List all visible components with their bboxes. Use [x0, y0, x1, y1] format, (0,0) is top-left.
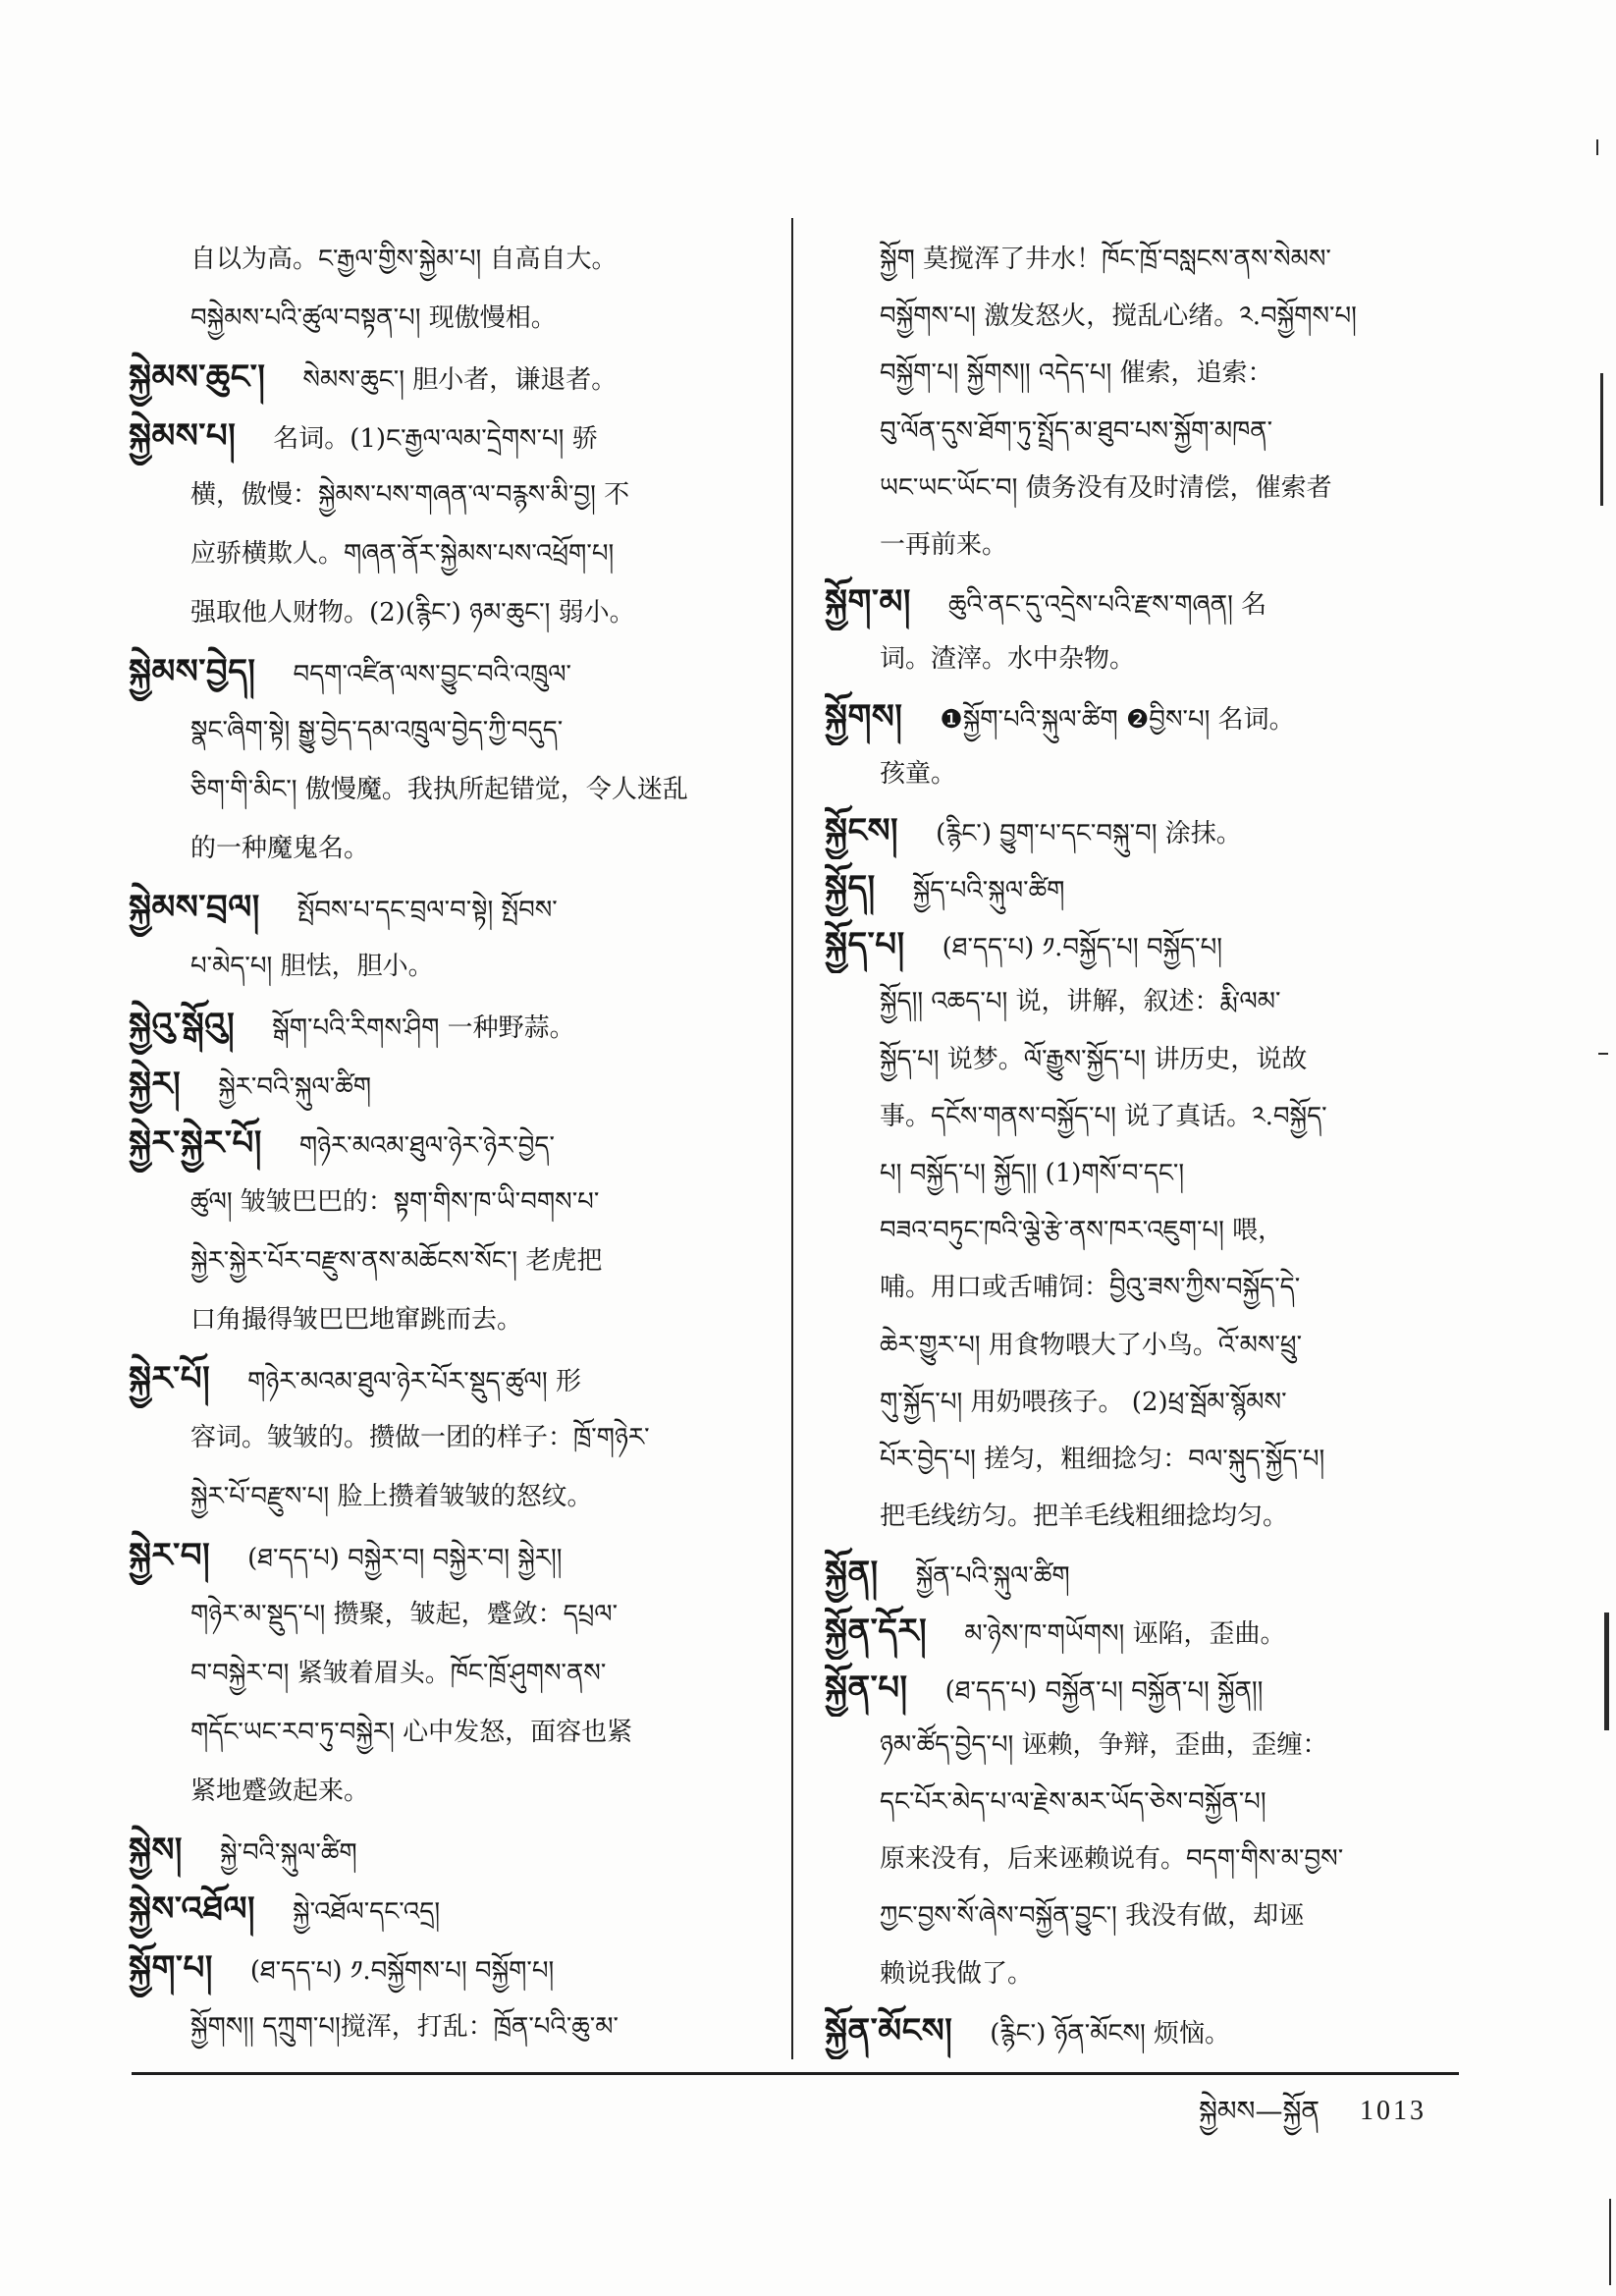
dictionary-entry [129, 1526, 767, 1821]
headword: སྐྱེས། [129, 1831, 183, 1870]
entry-line [825, 1887, 1463, 1944]
scan-artifact [1609, 2199, 1611, 2285]
definition-text: པོར་བྱེད་པ། 搓匀，粗细捻匀：བལ་སྐུད་སྐྱོད་པ། [880, 1444, 1325, 1474]
right-column [825, 231, 1463, 2059]
dictionary-entry [825, 802, 1463, 859]
definition-text: ཡང་ཡང་ཡོང་བ། 债务没有及时清偿，催索者 [880, 472, 1332, 503]
definition-text: ❶སྐྱོག་པའི་སྐུལ་ཚིག ❷བྱིས་པ། 名词。 [940, 704, 1295, 735]
headword: སྐྱོད། [825, 868, 876, 908]
definition-text: སྐྱེ་འཐོལ་དང་འདྲ། [293, 1897, 441, 1927]
entry-line [825, 1088, 1463, 1145]
entry-line [825, 517, 1463, 574]
dictionary-entry [825, 2002, 1463, 2059]
entry-line [129, 1408, 767, 1467]
definition-text: 强取他人财物。(2)(རྙིང་) ཉམ་ཆུང་། 弱小。 [190, 598, 635, 628]
entry-line [129, 524, 767, 583]
definition-text: སྐྱོད་པའི་སྐུལ་ཚིག [912, 876, 1065, 906]
entry-line [129, 1290, 767, 1349]
entry-line [129, 583, 767, 642]
headword: སྐྱེམས་བྲལ། [129, 888, 260, 927]
dictionary-entry [129, 348, 767, 407]
entry-line [129, 1703, 767, 1762]
definition-text: 应骄横欺人。གཞན་ནོར་སྐྱེམས་པས་འཕྲོག་པ། [190, 539, 615, 569]
entry-line [129, 1526, 767, 1585]
headword: སྐྱོན་པ། [825, 1667, 908, 1708]
entry-line [129, 1055, 767, 1114]
dictionary-entry [129, 407, 767, 642]
entry-continuation [129, 230, 767, 348]
definition-text: 哺。用口或舌哺饲：བྱིའུ་ཟས་ཀྱིས་བསྐྱོད་དེ་ [880, 1273, 1301, 1303]
definition-text: 事。དངོས་གནས་བསྐྱོད་པ། 说了真话。༢.བསྐྱོད་ [880, 1101, 1327, 1131]
definition-text: སེམས་ཆུང་། 胆小者，谦退者。 [302, 365, 618, 395]
entry-line [129, 996, 767, 1055]
entry-line [825, 1603, 1463, 1660]
entry-line [825, 916, 1463, 973]
entry-line [129, 1821, 767, 1880]
column-divider [791, 218, 793, 2059]
page-number: 1013 [1360, 2096, 1427, 2126]
headword: སྐྱེར་པོ། [129, 1359, 211, 1398]
definition-text: 原来没有，后来诬赖说有。བདག་གིས་མ་བྱས་ [880, 1844, 1344, 1875]
dictionary-entry [129, 1939, 767, 2056]
entry-line [825, 973, 1463, 1030]
scan-artifact [1598, 1053, 1608, 1055]
definition-text: 紧地蹙敛起来。 [190, 1777, 370, 1806]
entry-line [129, 1585, 767, 1644]
entry-line [825, 345, 1463, 402]
entry-line [825, 630, 1463, 687]
definition-text: སྤོབས་པ་དང་བྲལ་བ་སྟེ། སྤོབས་ [296, 896, 558, 925]
headword: སྐྱེམས་བྱེད། [129, 652, 256, 691]
definition-text: 赖说我做了。 [880, 1958, 1034, 1989]
definition-text: གཉེར་མ་སྡུད་པ། 攒聚，皱起，蹙敛：དཔྲལ་ [190, 1600, 619, 1629]
headword: སྐྱོན་མོངས། [825, 2010, 953, 2050]
dictionary-entry [129, 642, 767, 878]
entry-line [825, 288, 1463, 345]
dictionary-entry [129, 1114, 767, 1349]
definition-text: གདོང་ཡང་རབ་ཏུ་བསྐྱེར། 心中发怒，面容也紧 [190, 1718, 633, 1747]
dictionary-entry [825, 1660, 1463, 2002]
definition-text: ཚུལ། 皱皱巴巴的：སྟག་གིས་ཁ་ཡི་བགས་པ་ [190, 1187, 600, 1217]
headword: སྐྱོད་པ། [825, 925, 905, 965]
entry-line [825, 1660, 1463, 1717]
definition-text: ཅིག་གི་མིང་། 傲慢魔。我执所起错觉，令人迷乱 [190, 775, 688, 804]
entry-line [129, 937, 767, 996]
entry-line [129, 348, 767, 407]
definition-text: སྐྱེར་སྐྱེར་པོར་བརྫུས་ནས་མཆོངས་སོང་། 老虎把 [190, 1246, 603, 1276]
headword: སྐྱེམས་པ། [129, 416, 237, 456]
definition-text: ཆུའི་ནང་དུ་འདྲེས་པའི་རྫས་གཞན། 名 [947, 590, 1267, 621]
entry-line [129, 819, 767, 878]
entry-line [129, 1349, 767, 1408]
entry-line [825, 1831, 1463, 1887]
headword: སྐྱེར། [129, 1065, 182, 1104]
dictionary-entry [129, 996, 767, 1055]
entry-line [129, 1880, 767, 1939]
entry-line [825, 1259, 1463, 1316]
entry-line [129, 701, 767, 760]
definition-text: བསྐྱོགས་པ། 激发怒火，搅乱心绪。༢.བསྐྱོགས་པ། [880, 301, 1357, 332]
definition-text: བདག་འཛིན་ལས་བྱུང་བའི་འཁྲུལ་ [293, 660, 572, 689]
entry-line [825, 1488, 1463, 1545]
definition-text: 的一种魔鬼名。 [190, 834, 370, 863]
entry-line [825, 1317, 1463, 1374]
dictionary-entry [129, 1821, 767, 1880]
headword: སྐྱོངས། [825, 810, 899, 850]
entry-line [129, 1644, 767, 1703]
running-head-range: སྐྱེམས—སྐྱོན [1199, 2095, 1320, 2127]
entry-line [825, 859, 1463, 916]
entry-line [825, 403, 1463, 460]
entry-line [825, 1145, 1463, 1202]
entry-line [129, 465, 767, 524]
entry-line [129, 878, 767, 937]
definition-text: སྐྱོག 莫搅浑了井水！ཁོང་ཁྲོ་བསླངས་ནས་སེམས་ [880, 245, 1331, 274]
definition-text: བསྐྱེམས་པའི་ཚུལ་བསྟན་པ། 现傲慢相。 [190, 303, 557, 333]
dictionary-entry [129, 878, 767, 996]
headword: སྐྱེའུ་སྒོའུ། [129, 1006, 236, 1045]
entry-line [129, 289, 767, 348]
headword: སྐྱོགས། [825, 696, 903, 737]
definition-text: 横，傲慢：སྐྱེམས་པས་གཞན་ལ་བརྙས་མི་བྱ། 不 [190, 480, 630, 510]
definition-text: 把毛线纺匀。把羊毛线粗细捻均匀。 [880, 1502, 1289, 1532]
headword: སྐྱོག་པ། [129, 1948, 213, 1988]
definition-text: 一再前来。 [880, 529, 1008, 560]
footer-rule [132, 2072, 1459, 2075]
left-column [129, 230, 767, 2056]
definition-text: སྐྱེར་བའི་སྐུལ་ཚིག [218, 1072, 372, 1102]
definition-text: དང་པོར་མེད་པ་ལ་རྗེས་མར་ཡོད་ཅེས་བསྐྱོན་པ། [880, 1787, 1266, 1818]
definition-text: སྐྱེ་བའི་སྐུལ་ཚིག [219, 1838, 357, 1868]
entry-line [825, 1374, 1463, 1431]
entry-line [825, 1717, 1463, 1774]
entry-line [825, 1202, 1463, 1259]
definition-text: གཉེར་མའམ་ཐུལ་ཉེར་པོར་སྡུད་ཚུལ། 形 [247, 1367, 581, 1396]
definition-text: ཀྱང་བྱས་སོ་ཞེས་བསྐྱོན་བྱུང་། 我没有做，却诬 [880, 1901, 1305, 1932]
entry-line [825, 1545, 1463, 1602]
entry-line [825, 688, 1463, 745]
scan-artifact [1604, 1613, 1609, 1730]
entry-continuation [825, 231, 1463, 574]
dictionary-entry [129, 1349, 767, 1526]
definition-text: སྣང་ཞིག་སྟེ། སྒྱུ་བྱེད་དམ་འཁྲུལ་བྱེད་ཀྱི་བདུད་ [190, 716, 564, 745]
definition-text: (ཐ་དད་པ) ༡.བསྐྱོགས་པ། བསྐྱོག་པ། [249, 1956, 555, 1986]
definition-text: སྐྱོད།། འཆད་པ། 说，讲解，叙述：རྨི་ལམ་ [880, 987, 1281, 1017]
dictionary-entry [825, 1603, 1463, 1660]
headword: སྐྱེར་བ། [129, 1536, 211, 1575]
definition-text: སྐྱོད་པ། 说梦。ལོ་རྒྱུས་སྐྱོད་པ། 讲历史，说故 [880, 1044, 1308, 1074]
definition-text: པ། བསྐྱོད་པ། སྐྱོད།། (1)གསོ་བ་དང་། [880, 1159, 1185, 1188]
definition-text: 词。渣滓。水中杂物。 [880, 644, 1136, 675]
definition-text: ཉམ་ཚོད་བྱེད་པ། 诬赖，争辩，歪曲，歪缠： [880, 1729, 1328, 1760]
headword: སྐྱེས་འཐོལ། [129, 1889, 256, 1929]
entry-line [129, 760, 767, 819]
definition-text: མ་ཉེས་ཁ་གཡོགས། 诬陷，歪曲。 [964, 1618, 1286, 1649]
definition-text: 名词。(1)ང་རྒྱལ་ལམ་དྲེགས་པ། 骄 [273, 424, 598, 454]
entry-line [825, 460, 1463, 517]
entry-line [129, 1467, 767, 1526]
headword: སྐྱེར་སྐྱེར་པོ། [129, 1123, 262, 1163]
scan-artifact [1600, 373, 1603, 506]
dictionary-entry [825, 688, 1463, 802]
entry-line [825, 231, 1463, 288]
definition-text: (ཐ་དད་པ) བསྐྱེར་བ། བསྐྱེར་བ། སྐྱེར།། [247, 1544, 563, 1573]
definition-text: སྒོག་པའི་རིགས་ཤིག 一种野蒜。 [272, 1013, 575, 1043]
dictionary-entry [129, 1880, 767, 1939]
headword: སྐྱོག་མ། [825, 582, 911, 623]
entry-line [129, 407, 767, 465]
definition-text: བཟའ་བཏུང་ཁའི་ལྕེ་རྩེ་ནས་ཁར་འཇུག་པ། 喂， [880, 1216, 1284, 1246]
entry-line [129, 1173, 767, 1231]
dictionary-entry [825, 1545, 1463, 1602]
definition-text: པ་མེད་པ། 胆怯，胆小。 [190, 952, 434, 981]
entry-line [129, 1997, 767, 2056]
entry-line [129, 1114, 767, 1173]
definition-text: ཆེར་གྱུར་པ། 用食物喂大了小鸟。འོ་མས་ཕྲུ་ [880, 1330, 1303, 1360]
definition-text: 容词。皱皱的。攒做一团的样子：ཁྲོ་གཉེར་ [190, 1423, 650, 1452]
definition-text: (ཐ་དད་པ) བསྐྱོན་པ། བསྐྱོན་པ། སྐྱོན།། [944, 1675, 1264, 1706]
dictionary-entry [825, 859, 1463, 916]
entry-line [825, 745, 1463, 802]
scan-artifact [1596, 139, 1598, 155]
dictionary-entry [825, 574, 1463, 687]
entry-line [825, 802, 1463, 859]
definition-text: བ་བསྐྱེར་བ། 紧皱着眉头。ཁོང་ཁྲོ་ཤུགས་ནས་ [190, 1659, 607, 1688]
entry-line [825, 1031, 1463, 1088]
definition-text: བུ་ལོན་དུས་ཐོག་ཏུ་སྤྲོད་མ་ཐུབ་པས་སྐྱོག་མཁན་ [880, 415, 1273, 446]
headword: སྐྱེམས་ཆུང་། [129, 357, 266, 397]
entry-line [129, 642, 767, 701]
entry-line [825, 1774, 1463, 1831]
dictionary-entry [129, 1055, 767, 1114]
definition-text: 孩童。 [880, 758, 957, 789]
definition-text: (རྙིང་) ཉོན་མོངས། 烦恼。 [990, 2018, 1231, 2049]
definition-text: བསྐྱོག་པ། སྐྱོགས།། འདེད་པ། 催索，追索： [880, 358, 1273, 389]
entry-line [129, 1939, 767, 1997]
definition-text: སྐྱེར་པོ་བརྫུས་པ། 脸上攒着皱皱的怒纹。 [190, 1482, 593, 1511]
definition-text: གུ་སྐྱོད་པ། 用奶喂孩子。 (2)ཕྲ་སྦོམ་སྙོམས་ [880, 1387, 1287, 1417]
entry-line [825, 1431, 1463, 1488]
definition-text: 口角撮得皱巴巴地窜跳而去。 [190, 1305, 523, 1335]
entry-line [825, 1945, 1463, 2002]
definition-text: 自以为高。ང་རྒྱལ་གྱིས་སྐྱེམ་པ། 自高自大。 [190, 245, 618, 274]
entry-line [129, 230, 767, 289]
definition-text: སྐྱོན་པའི་སྐུལ་ཚིག [915, 1561, 1070, 1592]
definition-text: (ཐ་དད་པ) ༡.བསྐྱོད་པ། བསྐྱོད་པ། [942, 933, 1223, 963]
headword: སྐྱོན། [825, 1554, 879, 1594]
definition-text: (རྙིང་) བྱུག་པ་དང་བསྐུ་བ། 涂抹。 [936, 818, 1242, 848]
definition-text: སྐྱོགས།། དཀྲུག་པ།搅浑，打乱：ཁྲོན་པའི་ཆུ་མ་ [190, 2012, 619, 2042]
entry-line [825, 2002, 1463, 2059]
entry-line [129, 1762, 767, 1821]
headword: སྐྱོན་དོར། [825, 1611, 928, 1651]
entry-line [129, 1231, 767, 1290]
definition-text: གཉེར་མའམ་ཐུལ་ཉེར་ཉེར་བྱེད་ [298, 1131, 555, 1161]
entry-line [825, 574, 1463, 630]
dictionary-entry [825, 916, 1463, 1545]
